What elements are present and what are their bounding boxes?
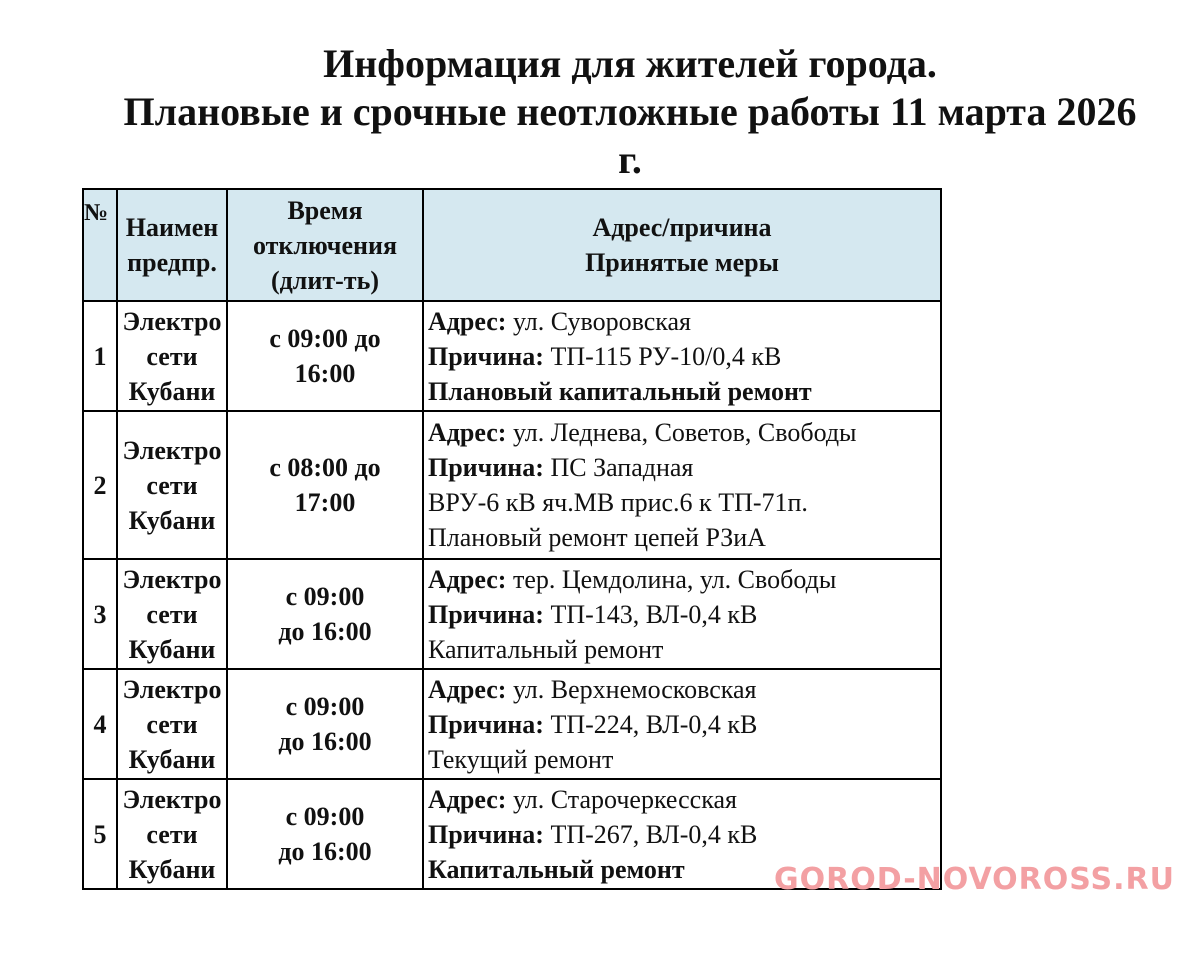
title-line-3: г. — [618, 137, 642, 182]
header-time-line: Время — [287, 195, 363, 225]
header-time — [227, 189, 423, 301]
time-line: с 09:00 — [285, 582, 365, 611]
address-value: ул. Леднева, Советов, Свободы — [512, 418, 857, 447]
reason-label: Причина: — [428, 453, 544, 482]
table-header-row — [83, 189, 941, 301]
reason-line — [428, 597, 940, 632]
org-line: сети — [146, 819, 198, 849]
address-line — [428, 304, 940, 339]
row-number: 4 — [83, 669, 117, 779]
row-number: 5 — [83, 779, 117, 889]
measure-line: Капитальный ремонт — [428, 634, 664, 664]
address-label: Адрес: — [428, 418, 507, 447]
org-line: Электро — [122, 784, 222, 814]
table-row — [83, 559, 941, 669]
row-number: 1 — [83, 301, 117, 411]
measure-line: Плановый капитальный ремонт — [428, 376, 812, 406]
measure-line: Текущий ремонт — [428, 744, 614, 774]
org-line: Кубани — [128, 854, 216, 884]
row-details — [423, 301, 941, 411]
watermark: GOROD-NOVOROSS.RU — [774, 862, 1175, 897]
reason-value: ТП-267, ВЛ-0,4 кВ — [550, 819, 758, 849]
address-value: тер. Цемдолина, ул. Свободы — [512, 564, 837, 594]
reason-extra-line: ВРУ-6 кВ яч.МВ прис.6 к ТП-71п. — [428, 488, 808, 517]
reason-line — [428, 450, 940, 485]
org-line: Электро — [122, 674, 222, 704]
header-info-line: Адрес/причина — [592, 213, 772, 242]
org-line: сети — [146, 341, 198, 371]
address-label: Адрес: — [428, 306, 507, 336]
header-info-line: Принятые меры — [585, 248, 779, 277]
row-organization — [117, 779, 227, 889]
measure-line: Плановый ремонт цепей РЗиА — [428, 523, 766, 552]
header-org-line: Наимен — [125, 213, 219, 242]
table-row — [83, 301, 941, 411]
row-time — [227, 301, 423, 411]
row-time — [227, 559, 423, 669]
page-title — [0, 40, 1200, 184]
reason-value: ТП-115 РУ-10/0,4 кВ — [550, 341, 782, 371]
row-number: 3 — [83, 559, 117, 669]
time-line: до 16:00 — [278, 837, 372, 866]
reason-label: Причина: — [428, 819, 544, 849]
reason-line — [428, 707, 940, 742]
header-num: № — [83, 189, 117, 301]
org-line: Кубани — [128, 634, 216, 664]
row-time — [227, 411, 423, 559]
reason-value: ПС Западная — [550, 453, 694, 482]
reason-value: ТП-143, ВЛ-0,4 кВ — [550, 599, 758, 629]
row-details — [423, 669, 941, 779]
header-org-line: предпр. — [127, 248, 217, 277]
row-organization — [117, 559, 227, 669]
address-line — [428, 562, 940, 597]
reason-line — [428, 339, 940, 374]
time-line: до 16:00 — [278, 727, 372, 756]
org-line: Кубани — [128, 744, 216, 774]
header-time-line: отключения — [252, 230, 398, 260]
address-line — [428, 415, 940, 450]
header-time-line: (длит-ть) — [271, 265, 379, 295]
address-label: Адрес: — [428, 674, 507, 704]
address-line — [428, 782, 940, 817]
address-label: Адрес: — [428, 784, 507, 814]
address-value: ул. Старочеркесская — [512, 784, 737, 814]
title-line-1: Информация для жителей города. — [323, 41, 937, 86]
org-line: сети — [146, 470, 198, 500]
header-org — [117, 189, 227, 301]
header-info — [423, 189, 941, 301]
address-value: ул. Верхнемосковская — [512, 674, 757, 704]
org-line: Электро — [122, 435, 222, 465]
table-row — [83, 411, 941, 559]
time-line: с 09:00 — [285, 802, 365, 831]
row-details — [423, 559, 941, 669]
address-line — [428, 672, 940, 707]
reason-line — [428, 817, 940, 852]
org-line: сети — [146, 599, 198, 629]
row-organization — [117, 301, 227, 411]
row-details — [423, 411, 941, 559]
time-line: 16:00 — [294, 359, 356, 388]
org-line: Электро — [122, 306, 222, 336]
time-line: до 16:00 — [278, 617, 372, 646]
org-line: сети — [146, 709, 198, 739]
reason-value: ТП-224, ВЛ-0,4 кВ — [550, 709, 758, 739]
row-organization — [117, 411, 227, 559]
row-organization — [117, 669, 227, 779]
reason-label: Причина: — [428, 709, 544, 739]
time-line: 17:00 — [294, 488, 356, 517]
title-line-2: Плановые и срочные неотложные работы 11 марта 2026 — [123, 89, 1137, 134]
row-number: 2 — [83, 411, 117, 559]
org-line: Электро — [122, 564, 222, 594]
outage-table — [82, 188, 942, 890]
row-time — [227, 669, 423, 779]
time-line: с 09:00 — [285, 692, 365, 721]
org-line: Кубани — [128, 376, 216, 406]
table-row — [83, 669, 941, 779]
org-line: Кубани — [128, 505, 216, 535]
measure-line: Капитальный ремонт — [428, 854, 685, 884]
address-label: Адрес: — [428, 564, 507, 594]
time-line: с 09:00 до — [269, 324, 381, 353]
row-time — [227, 779, 423, 889]
reason-label: Причина: — [428, 599, 544, 629]
reason-label: Причина: — [428, 341, 544, 371]
address-value: ул. Суворовская — [512, 306, 691, 336]
time-line: с 08:00 до — [269, 453, 381, 482]
